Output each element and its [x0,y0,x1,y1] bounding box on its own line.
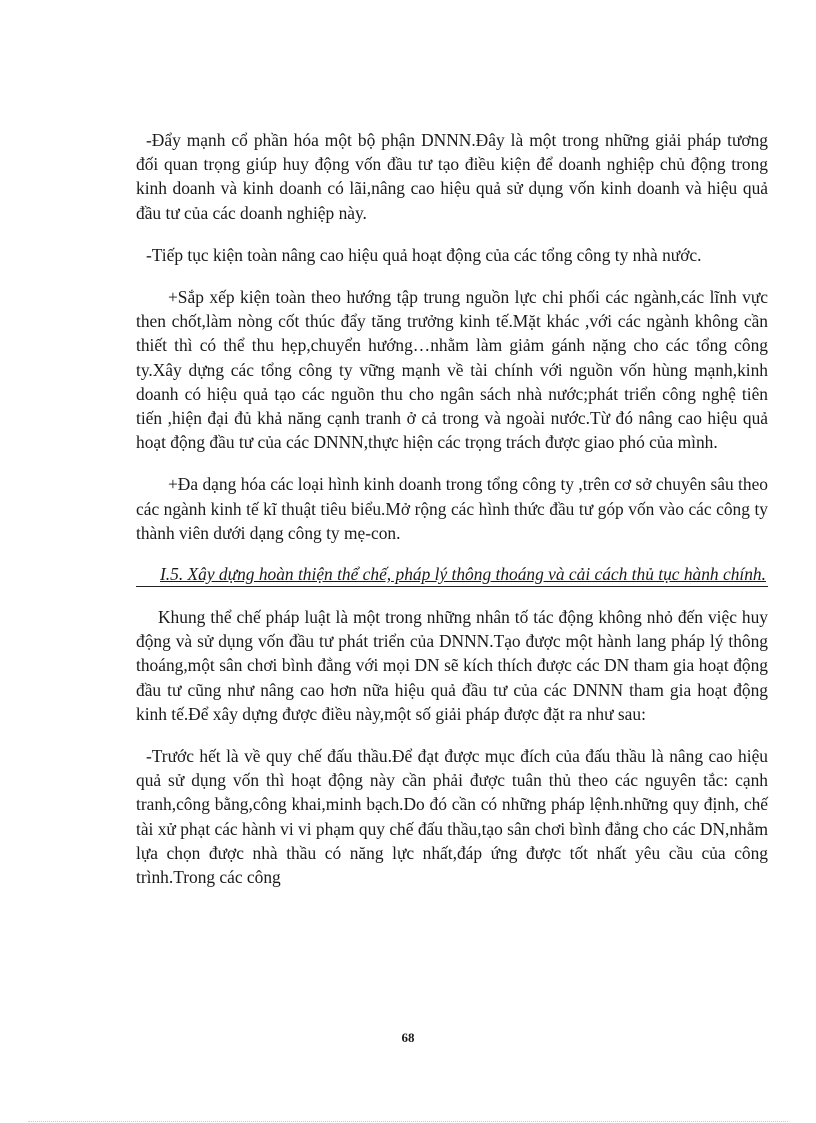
paragraph-rearrange: +Sắp xếp kiện toàn theo hướng tập trung nguồn lực chi phối các ngành,các lĩnh vực then chốt,làm nòng cốt thúc đẩy tăng trưởng kinh tế.Mặt khác ,với các ngành không cần thiết thì có thể thu hẹp,chuyển hướng…nhằm làm giảm gánh nặng cho các tổng công ty.Xây dựng các tổng công ty vững mạnh về tài chính với nguồn vốn hùng mạnh,kinh doanh có hiệu quả tạo các nguồn thu cho ngân sách nhà nước;phát triển công nghệ tiên tiến ,hiện đại đủ khả năng cạnh tranh ở cả trong và ngoài nước.Từ đó nâng cao hiệu quả hoạt động đầu tư của các DNNN,thực hiện các trọng trách được giao phó của mình. [136,287,768,453]
section-heading: I.5. Xây dựng hoàn thiện thể chế, pháp lý thông thoáng và cải cách thủ tục hành chính. [136,563,768,587]
paragraph-legal-framework: Khung thể chế pháp luật là một trong những nhân tố tác động không nhỏ đến việc huy động và sử dụng vốn đầu tư phát triển của DNNN.Tạo được một hành lang pháp lý thông thoáng,một sân chơi bình đẳng với mọi DN sẽ kích thích được các DN tham gia hoạt động đầu tư cũng như nâng cao hơn nữa hiệu quả đầu tư của các DNNN tham gia hoạt động kinh tế.Để xây dựng được điều này,một số giải pháp được đặt ra như sau: [136,607,768,724]
paragraph-consolidate-corporations: -Tiếp tục kiện toàn nâng cao hiệu quả hoạt động của các tổng công ty nhà nước. [146,244,702,265]
paragraph-equitization: -Đẩy mạnh cổ phần hóa một bộ phận DNNN.Đây là một trong những giải pháp tương đối quan trọng giúp huy động vốn đầu tư tạo điều kiện để doanh nghiệp chủ động trong kinh doanh và kinh doanh có lãi,nâng cao hiệu quả sử dụng vốn kinh doanh và hiệu quả đầu tư của các doanh nghiệp này. [136,130,768,223]
page-bottom-divider [28,1121,788,1122]
page-number: 68 [401,1030,415,1045]
page-body [136,128,768,907]
paragraph-diversify: +Đa dạng hóa các loại hình kinh doanh trong tổng công ty ,trên cơ sở chuyên sâu theo các ngành kinh tế kĩ thuật tiêu biểu.Mở rộng các hình thức đầu tư góp vốn vào các công ty thành viên dưới dạng công ty mẹ-con. [136,474,768,543]
paragraph-bidding: -Trước hết là về quy chế đấu thầu.Để đạt được mục đích của đấu thầu là nâng cao hiệu quả sử dụng vốn thì hoạt động này cần phải được tuân thủ theo các nguyên tắc: cạnh tranh,công bằng,công khai,minh bạch.Do đó cần có những pháp lệnh.những quy định, chế tài xử phạt các hành vi vi phạm quy chế đấu thầu,tạo sân chơi bình đẳng cho các DN,nhằm lựa chọn được nhà thầu có năng lực nhất,đáp ứng được tốt nhất yêu cầu của công trình.Trong các công [136,746,768,888]
